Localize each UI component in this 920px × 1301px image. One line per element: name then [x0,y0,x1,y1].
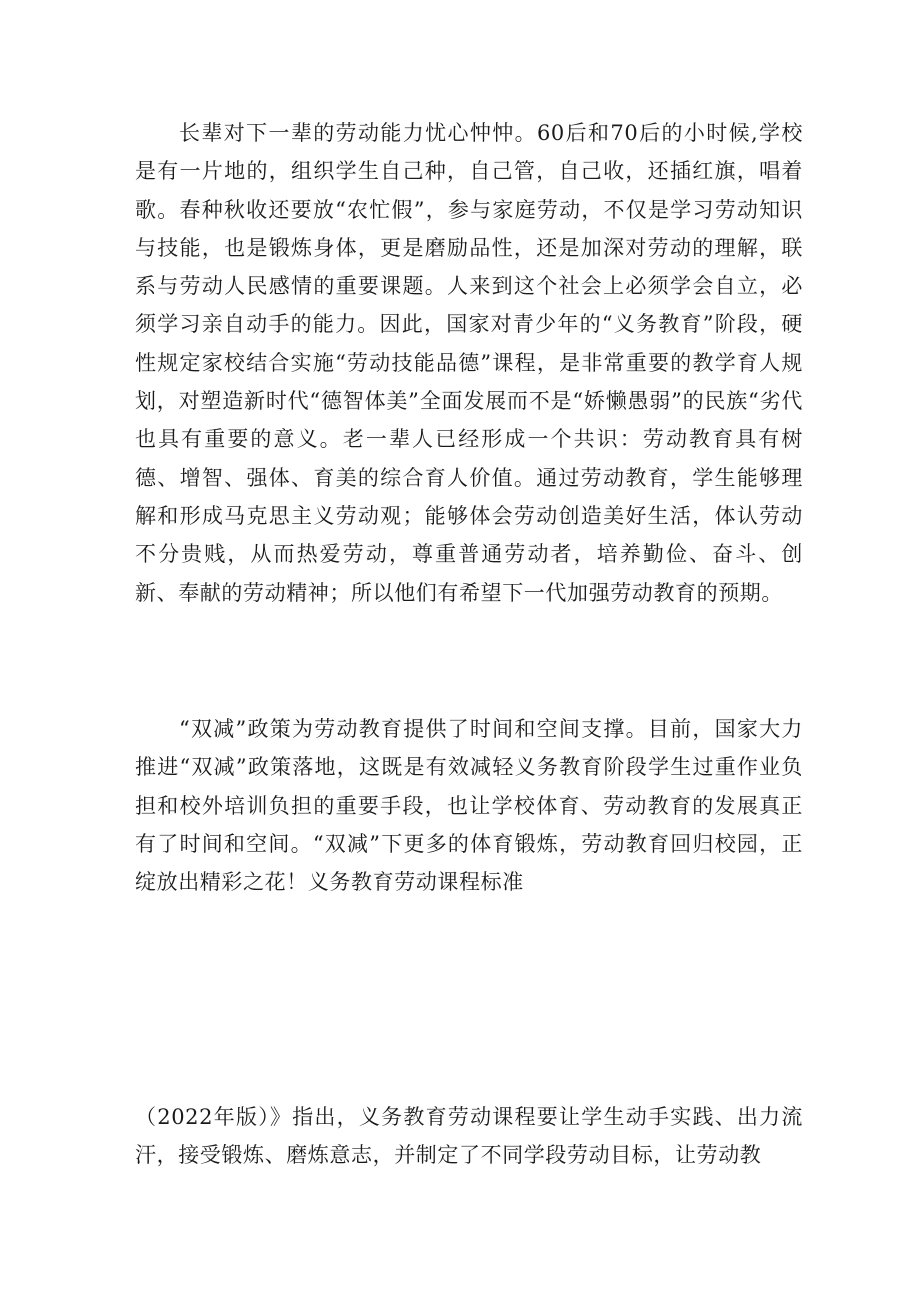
paragraph-double-reduction: “双减”政策为劳动教育提供了时间和空间支撑。目前，国家大力推进“双减”政策落地，这既是有效减轻义务教育阶段学生过重作业负担和校外培训负担的重要手段，也让学校体育、劳动教育的发展真正有了时间和空间。“双减”下更多的体育锻炼，劳动教育回归校园，正绽放出精彩之花！义务教育劳动课程标准 [135,717,803,895]
paragraph-curriculum-standard: （2022年版）》指出，义务教育劳动课程要让学生动手实践、出力流汗，接受锻炼、磨炼意志，并制定了不同学段劳动目标，让劳动教 [135,1105,803,1168]
paragraph-labor-expectations: 长辈对下一辈的劳动能力忧心忡忡。60后和70后的小时候,学校是有一片地的，组织学生自己种，自己管，自己收，还插红旗，唱着歌。春种秋收还要放“农忙假”，参与家庭劳动，不仅是学习劳动知识与技能，也是锻炼身体，更是磨励品性，还是加深对劳动的理解，联系与劳动人民感情的重要课题。人来到这个社会上必须学会自立，必须学习亲自动手的能力。因此，国家对青少年的“义务教育”阶段，硬性规定家校结合实施“劳动技能品德”课程，是非常重要的教学育人规划，对塑造新时代“德智体美”全面发展而不是“娇懒愚弱”的民族“劣代也具有重要的意义。老一辈人已经形成一个共识：劳动教育具有树德、增智、强体、育美的综合育人价值。通过劳动教育，学生能够理解和形成马克思主义劳动观；能够体会劳动创造美好生活，体认劳动不分贵贱，从而热爱劳动，尊重普通劳动者，培养勤俭、奋斗、创新、奉献的劳动精神；所以他们有希望下一代加强劳动教育的预期。 [135,121,803,605]
